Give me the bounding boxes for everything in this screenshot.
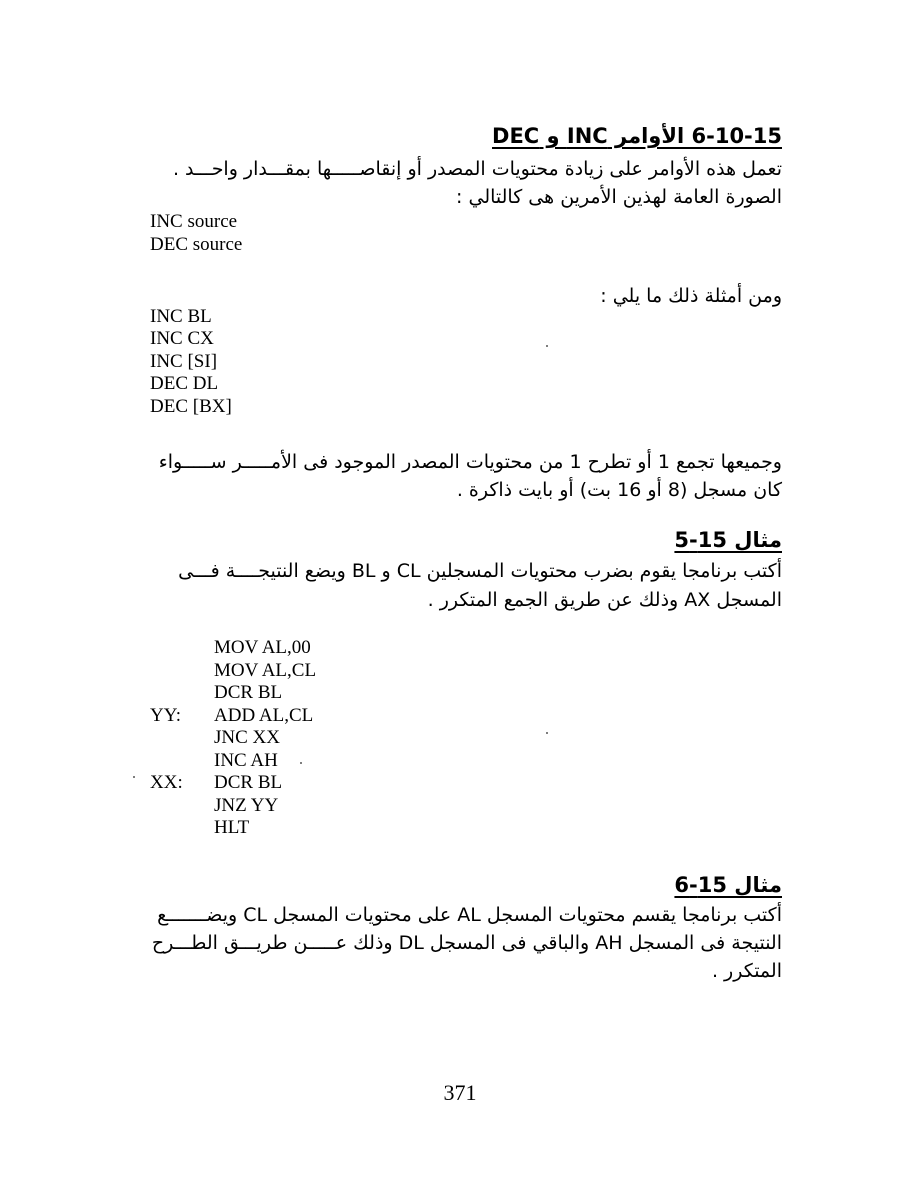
example-line: DEC [BX] (150, 396, 232, 417)
section-heading: 6-10-15 الأوامر INC و DEC (492, 124, 782, 148)
code-line: INC AH (214, 750, 278, 771)
example6-text-1: أكتب برنامجا يقسم محتويات المسجل AL على محتويات المسجل CL ويضـــــــع (157, 904, 782, 926)
example6-heading: مثال 15-6 (674, 873, 782, 897)
example6-text-2: النتيجة فى المسجل AH والباقي فى المسجل DL وذلك عـــــن طريـــق الطـــرح (151, 932, 782, 954)
example-line: INC BL (150, 306, 212, 327)
code-line: MOV AL,00 (214, 637, 311, 658)
code-line: HLT (214, 817, 250, 838)
summary-line-2: كان مسجل (8 أو 16 بت) أو بايت ذاكرة . (456, 479, 782, 501)
code-line: MOV AL,CL (214, 660, 317, 681)
scan-speck (546, 345, 548, 347)
scan-speck (546, 732, 548, 734)
code-line: DCR BL (214, 682, 283, 703)
intro-line-1: تعمل هذه الأوامر على زيادة محتويات المصدر أو إنقاصـــــها بمقـــدار واحـــد . (172, 158, 782, 180)
summary-line-1: وجميعها تجمع 1 أو تطرح 1 من محتويات المصدر الموجود فى الأمـــــر ســـــواء (158, 451, 782, 473)
code-line: DCR BL (214, 772, 283, 793)
example-line: DEC DL (150, 373, 219, 394)
syntax-inc: INC source (150, 211, 238, 232)
intro-line-2: الصورة العامة لهذين الأمرين هى كالتالي : (456, 186, 782, 208)
page-number: 371 (443, 1080, 477, 1105)
code-line: JNZ YY (214, 795, 279, 816)
example5-heading: مثال 15-5 (674, 528, 782, 552)
example6-text-3: المتكرر . (711, 960, 782, 982)
code-line: JNC XX (214, 727, 280, 748)
example-line: INC [SI] (150, 351, 218, 372)
scan-speck (300, 762, 302, 764)
code-label: YY: (150, 705, 181, 726)
code-label: XX: (150, 772, 183, 793)
scan-speck (133, 776, 135, 778)
examples-intro: ومن أمثلة ذلك ما يلي : (600, 285, 782, 307)
example5-text-2: المسجل AX وذلك عن طريق الجمع المتكرر . (427, 589, 782, 611)
code-line: ADD AL,CL (214, 705, 314, 726)
syntax-dec: DEC source (150, 234, 243, 255)
example5-text-1: أكتب برنامجا يقوم بضرب محتويات المسجلين CL و BL ويضع النتيجــــة فـــى (178, 560, 782, 582)
example-line: INC CX (150, 328, 214, 349)
